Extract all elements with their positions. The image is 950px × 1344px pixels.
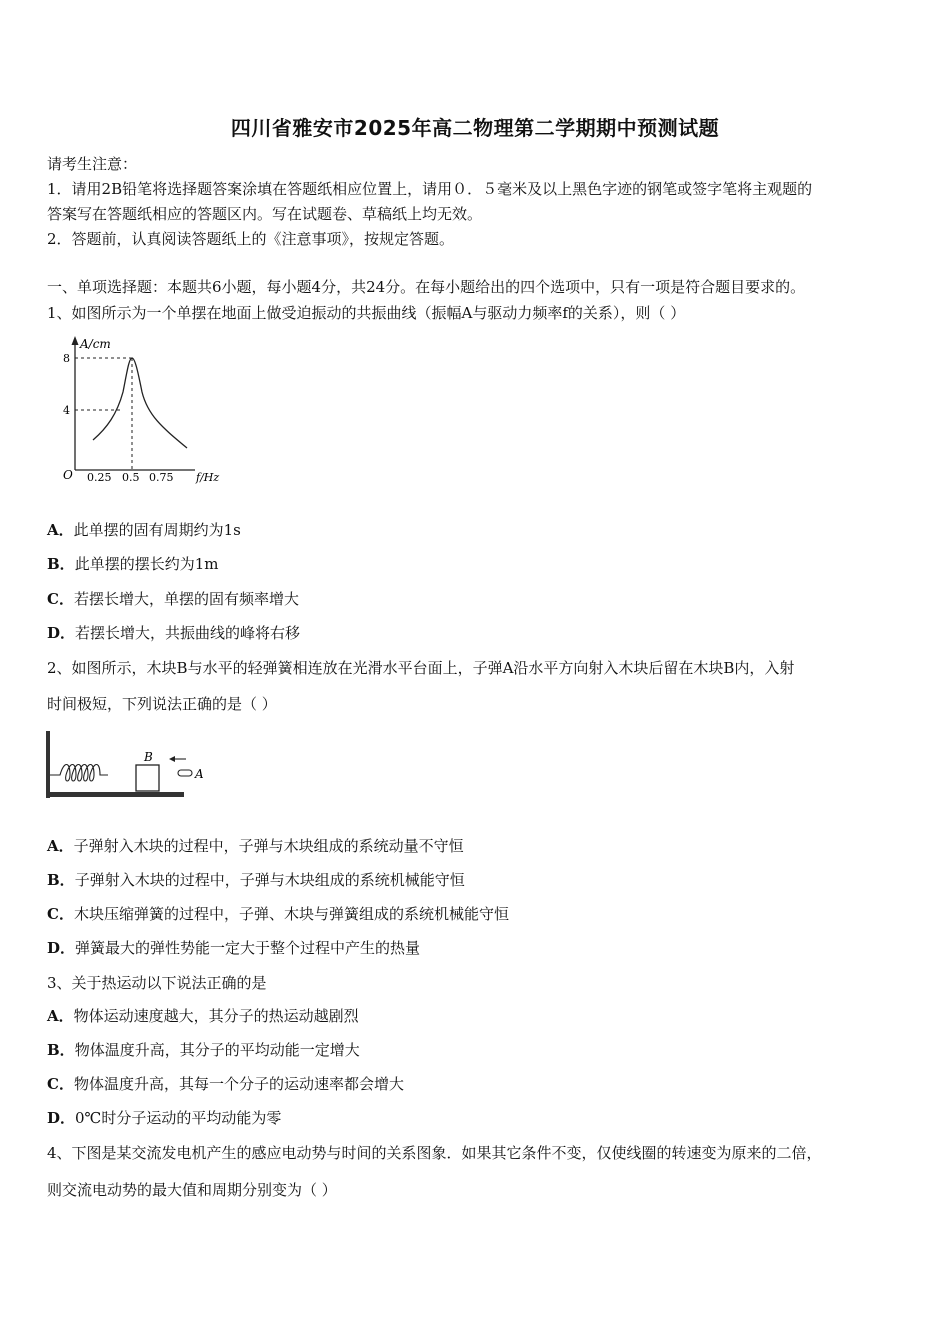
x-axis-label: f/Hz [196,471,220,484]
y-tick-4: 4 [63,404,70,417]
block-label: B [144,750,153,764]
table-surface [46,792,184,797]
block-b [136,765,159,791]
y-axis-label: A/cm [80,337,111,351]
wall [46,731,50,798]
bullet-label: A [195,767,204,781]
q2-stem-line-1: 2、如图所示，木块B与水平的轻弹簧相连放在光滑水平台面上，子弹A沿水平方向射入木块后留在木块B内，入射 [47,659,795,677]
section-1-header: 一、单项选择题：本题共6小题，每小题4分，共24分。在每小题给出的四个选项中，只有一项是符合题目要求的。 [47,278,806,296]
q2-option-d: D．弹簧最大的弹性势能一定大于整个过程中产生的热量 [47,939,421,957]
q3-option-b: B．物体温度升高，其分子的平均动能一定增大 [47,1041,360,1059]
q1-option-b: B．此单摆的摆长约为1m [47,555,219,573]
x-tick-0.5: 0.5 [122,471,140,484]
q2-option-c: C．木块压缩弹簧的过程中，子弹、木块与弹簧组成的系统机械能守恒 [47,905,509,923]
notice-item-2: 2．答题前，认真阅读答题纸上的《注意事项》，按规定答题。 [47,230,455,248]
q2-stem-line-2: 时间极短，下列说法正确的是（ ） [47,695,277,713]
y-tick-8: 8 [63,352,70,365]
q1-stem: 1、如图所示为一个单摆在地面上做受迫振动的共振曲线（振幅A与驱动力频率f的关系），则（ ） [47,304,686,322]
page-title: 四川省雅安市2025年高二物理第二学期期中预测试题 [230,116,720,140]
q3-option-a: A．物体运动速度越大，其分子的热运动越剧烈 [47,1007,359,1025]
q1-option-a: A．此单摆的固有周期约为1s [47,521,241,539]
x-tick-0.25: 0.25 [87,471,112,484]
q1-resonance-curve-figure [55,332,235,487]
q3-option-c: C．物体温度升高，其每一个分子的运动速率都会增大 [47,1075,404,1093]
notice-item-1-line-1: 1．请用2B铅笔将选择题答案涂填在答题纸相应位置上，请用０．５毫米及以上黑色字迹的钢笔或签字笔将主观题的 [47,180,813,198]
q2-option-b: B．子弹射入木块的过程中，子弹与木块组成的系统机械能守恒 [47,871,465,889]
resonance-curve [93,358,187,448]
q1-option-d: D．若摆长增大，共振曲线的峰将右移 [47,624,301,642]
origin-label: O [63,468,73,482]
q1-option-c: C．若摆长增大，单摆的固有频率增大 [47,590,299,608]
bullet-a [178,770,192,776]
q4-stem-line-1: 4、下图是某交流发电机产生的感应电动势与时间的关系图象．如果其它条件不变，仅使线圈的转速变为原来的二倍， [47,1144,822,1162]
q3-option-d: D．0℃时分子运动的平均动能为零 [47,1109,282,1127]
velocity-arrow-icon [169,756,175,762]
q2-spring-block-figure [44,728,214,804]
notice-heading: 请考生注意： [47,155,138,173]
q4-stem-line-2: 则交流电动势的最大值和周期分别变为（ ） [47,1181,337,1199]
q3-stem: 3、关于热运动以下说法正确的是 [47,974,267,992]
x-tick-0.75: 0.75 [149,471,174,484]
notice-item-1-line-2: 答案写在答题纸相应的答题区内。写在试题卷、草稿纸上均无效。 [47,205,483,223]
y-axis-arrow-icon [72,336,79,345]
q2-option-a: A．子弹射入木块的过程中，子弹与木块组成的系统动量不守恒 [47,837,464,855]
spring [50,765,108,782]
